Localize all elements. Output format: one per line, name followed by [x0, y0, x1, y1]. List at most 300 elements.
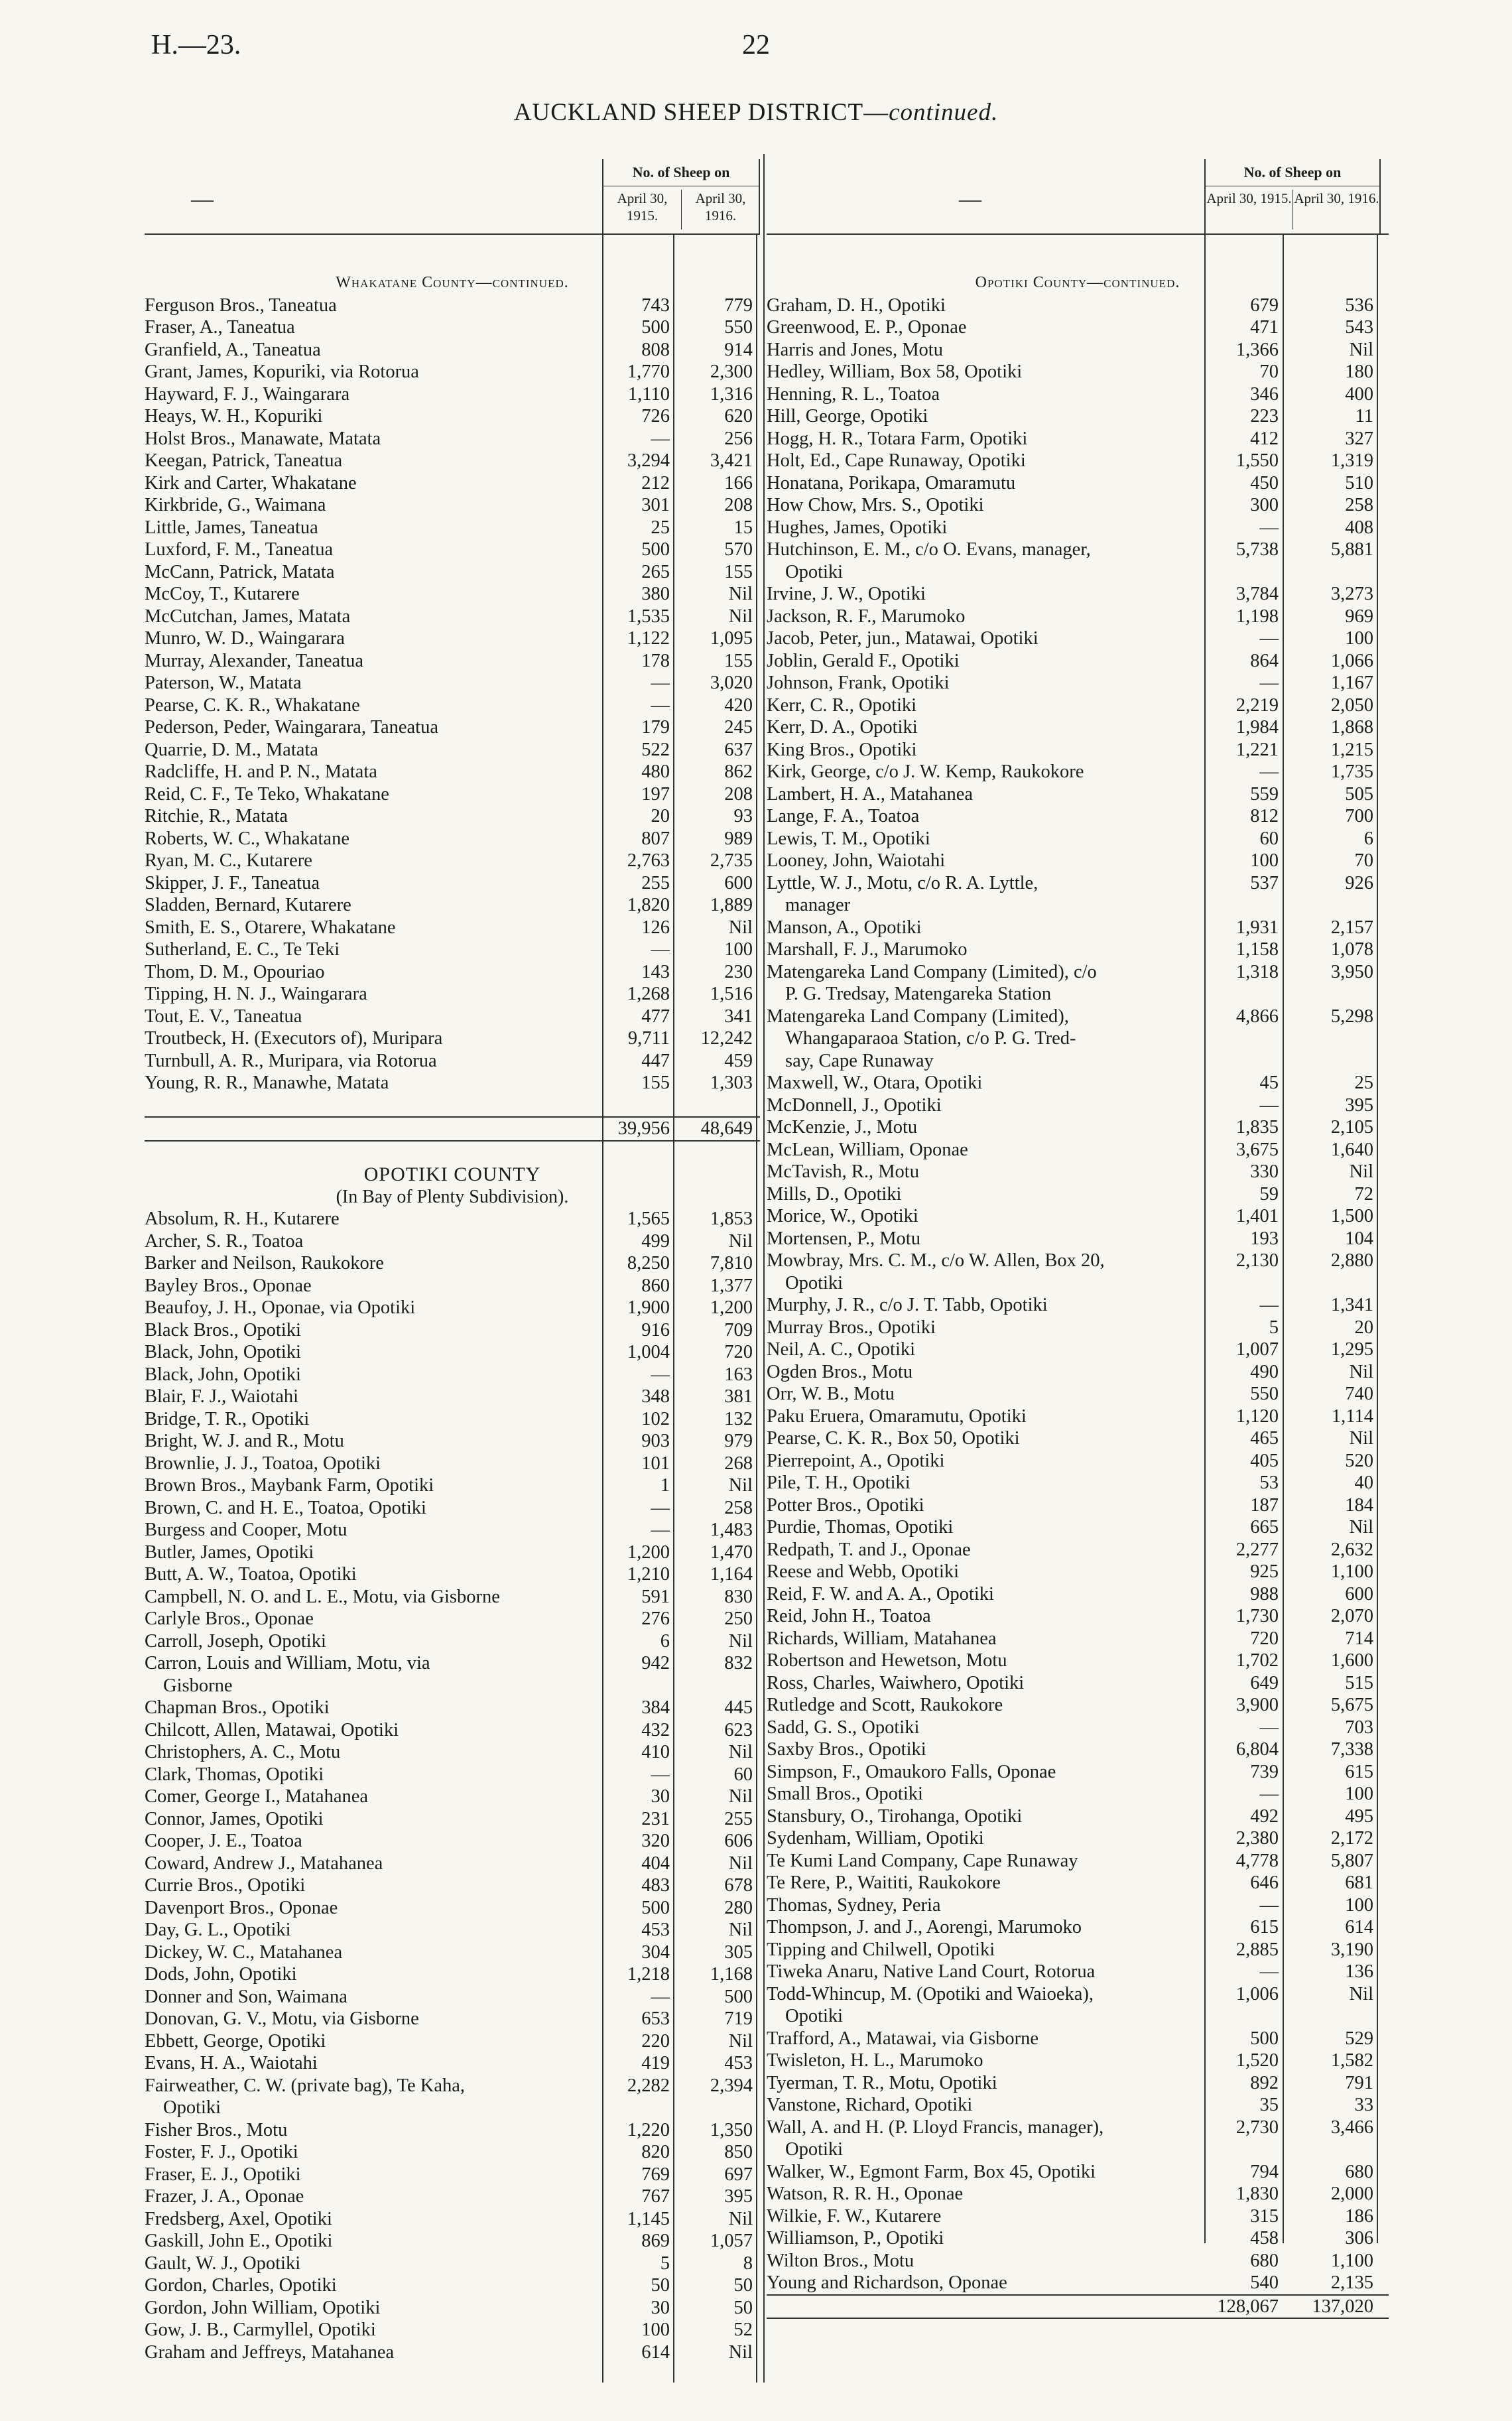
sheep-1915: 193 [1250, 1228, 1279, 1249]
holder-name: Pearse, C. K. R., Whakatane [145, 694, 360, 716]
sheep-1916: 230 [724, 961, 753, 982]
sheep-1916: 536 [1345, 294, 1373, 316]
table-row [767, 606, 1389, 628]
table-row [767, 2094, 1389, 2117]
table-row [767, 1494, 1389, 1517]
sheep-1916: 453 [724, 2053, 753, 2073]
sheep-1915: 30 [651, 1786, 670, 1807]
sheep-1916: 2,880 [1330, 1250, 1373, 1271]
table-row [767, 450, 1389, 472]
table-row [145, 2164, 760, 2186]
table-row [145, 1652, 760, 1675]
sheep-1916: 445 [724, 1697, 753, 1718]
table-row [767, 1805, 1389, 1828]
sheep-1916: 779 [724, 294, 753, 316]
table-row [145, 1986, 760, 2008]
table-row [767, 2272, 1389, 2294]
sheep-1916: 306 [1345, 2228, 1373, 2249]
table-row [767, 361, 1389, 383]
holder-name: Matengareka Land Company (Limited), [767, 1006, 1069, 1027]
sheep-1916: 155 [724, 561, 753, 582]
sheep-1915: 53 [1259, 1472, 1279, 1493]
table-row [145, 917, 760, 939]
sheep-1916: 400 [1345, 383, 1373, 405]
sheep-1915: 726 [641, 406, 670, 426]
holder-name: Kirk, George, c/o J. W. Kemp, Raukokore [767, 761, 1084, 782]
table-row [145, 1006, 760, 1028]
sheep-1915: 2,380 [1235, 1828, 1279, 1849]
sheep-1916: 570 [724, 539, 753, 560]
table-row [767, 1116, 1389, 1139]
holder-name: Richards, William, Matahanea [767, 1628, 997, 1649]
table-row [767, 2161, 1389, 2184]
holder-name: Trafford, A., Matawai, via Gisborne [767, 2028, 1039, 2049]
sheep-1915: 100 [1250, 850, 1279, 871]
holder-name: Sadd, G. S., Opotiki [767, 1717, 920, 1738]
sheep-1915: 720 [1250, 1628, 1279, 1649]
table-row [767, 1183, 1389, 1206]
spacer [145, 1094, 760, 1117]
table-row [145, 2008, 760, 2030]
sheep-1916: 623 [724, 1719, 753, 1740]
holder-name: Ferguson Bros., Taneatua [145, 294, 337, 316]
holder-name: Lyttle, W. J., Motu, c/o R. A. Lyttle, [767, 872, 1039, 893]
sheep-1915: 255 [641, 872, 670, 893]
holder-name: Looney, John, Waiotahi [767, 850, 946, 871]
table-row [767, 405, 1389, 428]
holder-name: Connor, James, Opotiki [145, 1808, 324, 1829]
sheep-1916: 2,070 [1330, 1606, 1373, 1626]
holder-name: Reid, F. W. and A. A., Opotiki [767, 1583, 994, 1604]
sheep-1915: 143 [641, 961, 670, 982]
table-row [767, 1561, 1389, 1583]
table-row [145, 2075, 760, 2097]
sheep-1915: 304 [641, 1941, 670, 1963]
sheep-1915: 178 [641, 650, 670, 671]
sheep-1915: 346 [1250, 383, 1279, 405]
table-row [767, 1050, 1389, 1073]
sheep-1916: 510 [1345, 472, 1373, 493]
table-row [145, 1341, 760, 1364]
sheep-1916: 1,853 [710, 1209, 753, 1229]
table-row [767, 472, 1389, 495]
holder-name: Luxford, F. M., Taneatua [145, 539, 334, 560]
holder-name: Brown, C. and H. E., Toatoa, Opotiki [145, 1497, 426, 1518]
sheep-1916: 50 [733, 2297, 753, 2318]
sheep-1916: 3,421 [710, 450, 753, 471]
holder-name: Thom, D. M., Opouriao [145, 961, 325, 982]
holder-name: Absolum, R. H., Kutarere [145, 1209, 340, 1229]
table-row [767, 294, 1389, 317]
sheep-1916: 614 [1345, 1917, 1373, 1937]
sheep-1915: 2,277 [1235, 1539, 1279, 1560]
sheep-1916: 700 [1345, 806, 1373, 826]
sheep-1915: 2,885 [1235, 1939, 1279, 1960]
sheep-1916: 1,215 [1330, 739, 1373, 760]
table-row [145, 1697, 760, 1719]
table-row [145, 1608, 760, 1630]
sheep-1915: 1,268 [627, 984, 670, 1004]
table-row [145, 1941, 760, 1964]
holder-name: Paterson, W., Matata [145, 673, 302, 693]
table-row [145, 1675, 760, 1697]
sheep-1916: 70 [1354, 850, 1373, 871]
sheep-1915: 492 [1250, 1805, 1279, 1827]
sheep-1915: 1,318 [1235, 961, 1279, 982]
table-row [145, 1874, 760, 1897]
sheep-1916: 1,868 [1330, 717, 1373, 738]
table-row [767, 1672, 1389, 1695]
sheep-1916: 850 [724, 2142, 753, 2162]
holder-name: Bright, W. J. and R., Motu [145, 1431, 344, 1451]
sheep-1915: 380 [641, 584, 670, 604]
table-row [145, 1497, 760, 1520]
holder-name: Purdie, Thomas, Opotiki [767, 1517, 954, 1538]
sheep-1915: 20 [651, 806, 670, 826]
sheep-1915: — [1259, 1094, 1279, 1116]
holder-name: Pierrepoint, A., Opotiki [767, 1450, 945, 1471]
header-dash: — [191, 187, 214, 212]
holder-name: Kirkbride, G., Waimana [145, 495, 326, 515]
holder-name: Ogden Bros., Motu [767, 1361, 913, 1382]
table-row [145, 1897, 760, 1920]
table-row [145, 2341, 760, 2364]
sheep-1915: 739 [1250, 1761, 1279, 1782]
sheep-count-caption: No. of Sheep on [603, 159, 759, 186]
holder-name: Hill, George, Opotiki [767, 406, 928, 426]
sheep-1916: 832 [724, 1653, 753, 1673]
right-table-header [767, 154, 1389, 235]
table-row [767, 1717, 1389, 1739]
table-row [767, 805, 1389, 828]
sheep-1916: 5,675 [1330, 1695, 1373, 1715]
sheep-1915: 500 [1250, 2028, 1279, 2049]
table-row [145, 650, 760, 673]
table-row [767, 850, 1389, 872]
holder-name: McDonnell, J., Opotiki [767, 1094, 942, 1116]
holder-name: Holt, Ed., Cape Runaway, Opotiki [767, 450, 1026, 471]
sheep-1916: 2,105 [1330, 1117, 1373, 1138]
table-row [145, 539, 760, 561]
table-row [767, 1228, 1389, 1250]
sheep-1916: 791 [1345, 2072, 1373, 2093]
sheep-1915: 537 [1250, 872, 1279, 893]
holder-name: How Chow, Mrs. S., Opotiki [767, 495, 984, 515]
table-row [145, 850, 760, 872]
table-row [145, 1786, 760, 1808]
sheep-1916: 1,640 [1330, 1139, 1373, 1160]
sheep-1916: 100 [1345, 1784, 1373, 1804]
holder-name: Tipping and Chilwell, Opotiki [767, 1939, 995, 1960]
sheep-1915: 155 [641, 1073, 670, 1093]
sheep-1916: 12,242 [700, 1028, 753, 1049]
table-row [145, 2297, 760, 2320]
sheep-1916: Nil [728, 2030, 753, 2052]
sheep-1915: 559 [1250, 783, 1279, 805]
table-row [767, 1628, 1389, 1650]
holder-name: Hughes, James, Opotiki [767, 517, 948, 538]
table-row [145, 739, 760, 761]
table-row [145, 2253, 760, 2275]
holder-name: Opotiki [785, 2139, 844, 2160]
sheep-1915: 265 [641, 561, 670, 582]
holder-name: Kirk and Carter, Whakatane [145, 472, 357, 493]
sheep-1916: Nil [728, 1920, 753, 1940]
sheep-1915: 2,282 [627, 2075, 670, 2096]
holder-name: Foster, F. J., Opotiki [145, 2142, 298, 2162]
sheep-1915: 320 [641, 1831, 670, 1851]
table-row [767, 1161, 1389, 1183]
sheep-1916: 1,319 [1330, 450, 1373, 471]
sheep-1916: 1,168 [710, 1964, 753, 1985]
holder-name: Skipper, J. F., Taneatua [145, 872, 320, 893]
table-row [145, 783, 760, 806]
sheep-1915: 187 [1250, 1494, 1279, 1516]
holder-name: Fraser, E. J., Opotiki [145, 2164, 301, 2185]
sheep-1916: 1,470 [710, 1541, 753, 1563]
sheep-1915: 1,550 [1235, 450, 1279, 471]
spacer [145, 1142, 760, 1164]
table-row [767, 1939, 1389, 1961]
table-row [145, 1027, 760, 1050]
sheep-1916: 395 [1345, 1094, 1373, 1116]
sheep-1916: 250 [724, 1608, 753, 1629]
col-1915-header: April 30, 1915. [617, 190, 668, 224]
holder-name: Holst Bros., Manawate, Matata [145, 428, 381, 449]
sheep-1915: — [1259, 517, 1279, 538]
holder-name: Chilcott, Allen, Matawai, Opotiki [145, 1719, 399, 1740]
sheep-1915: 680 [1250, 2250, 1279, 2271]
table-row [767, 1027, 1389, 1050]
holder-name: Reid, John H., Toatoa [767, 1606, 931, 1626]
table-row [767, 2138, 1389, 2161]
table-row [145, 983, 760, 1006]
sheep-1915: 2,730 [1235, 2117, 1279, 2138]
sheep-1916: 258 [724, 1497, 753, 1518]
holder-name: Sladden, Bernard, Kutarere [145, 895, 351, 915]
table-row [767, 316, 1389, 339]
holder-name: Day, G. L., Opotiki [145, 1920, 291, 1940]
sheep-1916: 678 [724, 1875, 753, 1896]
holder-name: Turnbull, A. R., Muripara, via Rotorua [145, 1050, 437, 1071]
sheep-1916: Nil [1349, 1983, 1373, 2004]
sheep-1915: 3,900 [1235, 1695, 1279, 1715]
table-row [145, 294, 760, 317]
holder-name: Currie Bros., Opotiki [145, 1875, 306, 1896]
holder-name: Orr, W. B., Motu [767, 1384, 895, 1404]
table-row [767, 627, 1389, 650]
sheep-count-header [602, 159, 760, 233]
col-1915-header: April 30, 1915. [1206, 190, 1292, 206]
table-row [767, 1872, 1389, 1894]
sheep-1915: 477 [641, 1006, 670, 1027]
table-row [145, 872, 760, 895]
table-row [145, 1364, 760, 1386]
holder-name: Fraser, A., Taneatua [145, 317, 295, 338]
holder-name: Black, John, Opotiki [145, 1364, 301, 1385]
sheep-1915: 490 [1250, 1361, 1279, 1382]
holder-name: Campbell, N. O. and L. E., Motu, via Gisborne [145, 1586, 500, 1607]
holder-name: Tipping, H. N. J., Waingarara [145, 984, 367, 1004]
holder-name: Honatana, Porikapa, Omaramutu [767, 472, 1016, 493]
holder-name: Te Kumi Land Company, Cape Runaway [767, 1850, 1078, 1871]
sheep-1915: 471 [1250, 317, 1279, 338]
sheep-1915: 807 [641, 828, 670, 849]
sheep-1916: 132 [724, 1408, 753, 1429]
sheep-1915: 767 [641, 2186, 670, 2207]
table-row [145, 961, 760, 984]
sheep-1915: 869 [641, 2231, 670, 2251]
table-row [767, 1317, 1389, 1339]
holder-name: Tout, E. V., Taneatua [145, 1006, 302, 1027]
sheep-1916: 6 [1363, 828, 1373, 849]
sheep-1915: 50 [651, 2275, 670, 2296]
table-row [145, 606, 760, 628]
sheep-1916: 305 [724, 1941, 753, 1963]
sheep-1915: 30 [651, 2297, 670, 2318]
sheep-1916: 1,582 [1330, 2050, 1373, 2071]
sheep-1916: 500 [724, 1986, 753, 2007]
sheep-1916: 11 [1355, 406, 1373, 426]
table-row [145, 1408, 760, 1431]
holder-name: Carlyle Bros., Oponae [145, 1608, 314, 1629]
sheep-1915: 892 [1250, 2072, 1279, 2093]
sheep-1916: 208 [724, 783, 753, 805]
sheep-1915: 432 [641, 1719, 670, 1740]
sheep-1916: Nil [1349, 1361, 1373, 1382]
table-row [767, 1205, 1389, 1228]
table-row [145, 405, 760, 428]
table-row [767, 2005, 1389, 2028]
sheep-1915: 179 [641, 717, 670, 738]
holder-name: Little, James, Taneatua [145, 517, 318, 538]
holder-name: Henning, R. L., Toatoa [767, 383, 940, 405]
table-row [767, 2117, 1389, 2139]
table-row [145, 694, 760, 717]
sheep-1915: 5,738 [1235, 539, 1279, 560]
sheep-1915: — [1259, 628, 1279, 649]
table-row [767, 2072, 1389, 2095]
table-row [767, 1761, 1389, 1784]
sheep-1915: 6,804 [1235, 1739, 1279, 1760]
holder-name: Simpson, F., Omaukoro Falls, Oponae [767, 1761, 1056, 1782]
holder-name: Twisleton, H. L., Marumoko [767, 2050, 983, 2071]
table-row [145, 383, 760, 406]
holder-name: Davenport Bros., Oponae [145, 1897, 338, 1918]
col-1916-header: April 30, 1916. [1292, 190, 1380, 229]
sheep-1915: 100 [641, 2320, 670, 2340]
sheep-1915: 1,004 [627, 1342, 670, 1362]
holder-name: Hogg, H. R., Totara Farm, Opotiki [767, 428, 1028, 449]
holder-name: Rutledge and Scott, Raukokore [767, 1695, 1003, 1715]
sheep-1915: 4,778 [1235, 1850, 1279, 1871]
sheep-1915: 1,220 [627, 2119, 670, 2140]
table-row [767, 561, 1389, 584]
sheep-1916: 714 [1345, 1628, 1373, 1649]
holder-name: Beaufoy, J. H., Oponae, via Opotiki [145, 1297, 416, 1318]
table-row [767, 1427, 1389, 1450]
total-row [767, 2294, 1389, 2320]
sheep-1915: 860 [641, 1275, 670, 1296]
sheep-1915: 499 [641, 1230, 670, 1252]
sheep-1915: — [1259, 761, 1279, 782]
sheep-1915: 649 [1250, 1672, 1279, 1693]
holder-name: Ross, Charles, Waiwhero, Opotiki [767, 1672, 1025, 1693]
holder-name: Te Rere, P., Waititi, Raukokore [767, 1872, 1001, 1893]
table-row [767, 694, 1389, 717]
sheep-1916: Nil [728, 1475, 753, 1496]
total-row [145, 1116, 760, 1142]
sheep-1916: 3,950 [1330, 961, 1373, 982]
table-row [767, 583, 1389, 606]
holder-name: Redpath, T. and J., Oponae [767, 1539, 971, 1560]
holder-name: Morice, W., Opotiki [767, 1206, 918, 1226]
holder-name: Mortensen, P., Motu [767, 1228, 920, 1249]
sheep-1915: 5 [1269, 1317, 1279, 1338]
sheep-1916: Nil [728, 1786, 753, 1807]
holder-name: McKenzie, J., Motu [767, 1117, 918, 1138]
holder-name: Evans, H. A., Waiotahi [145, 2053, 318, 2073]
sheep-1915: 665 [1250, 1517, 1279, 1538]
sheep-1916: 1,500 [1330, 1206, 1373, 1226]
county-subheading: (In Bay of Plenty Subdivision). [336, 1186, 569, 1207]
sheep-1915: — [651, 428, 670, 449]
sheep-1915: — [651, 1520, 670, 1540]
sheep-1916: 2,000 [1330, 2184, 1373, 2204]
table-row [767, 1516, 1389, 1539]
table-row [145, 428, 760, 450]
sheep-1916: Nil [1349, 1517, 1373, 1538]
sheep-1915: 3,294 [627, 450, 670, 471]
sheep-1915: 301 [641, 495, 670, 515]
sheep-1915: 864 [1250, 650, 1279, 671]
sheep-1916: 3,020 [710, 673, 753, 693]
holder-name: Bridge, T. R., Opotiki [145, 1408, 310, 1429]
sheep-1916: 2,394 [710, 2075, 753, 2096]
sheep-1916: 1,316 [710, 383, 753, 405]
holder-name: Johnson, Frank, Opotiki [767, 673, 950, 693]
sheep-1916: 104 [1345, 1228, 1373, 1249]
holder-name: Mills, D., Opotiki [767, 1183, 902, 1205]
holder-name: Smith, E. S., Otarere, Whakatane [145, 917, 396, 938]
sheep-1915: 769 [641, 2164, 670, 2185]
sheep-count-header [1204, 159, 1381, 233]
sheep-1916: 719 [724, 2008, 753, 2029]
sheep-1916: Nil [728, 1742, 753, 1762]
table-row [767, 1694, 1389, 1717]
sheep-1916: 550 [724, 317, 753, 338]
sheep-1916: 1,350 [710, 2119, 753, 2140]
holder-name: manager [785, 895, 851, 915]
sheep-1916: 7,338 [1330, 1739, 1373, 1760]
holder-name: McCutchan, James, Matata [145, 606, 351, 627]
sheep-1915: 60 [1259, 828, 1279, 849]
sheep-1915: 646 [1250, 1872, 1279, 1893]
sheep-1915: 480 [641, 761, 670, 782]
title-continued: continued. [889, 99, 999, 126]
sheep-1916: 40 [1354, 1472, 1373, 1493]
holder-name: Ryan, M. C., Kutarere [145, 850, 312, 871]
sheep-1915: — [1259, 673, 1279, 693]
sheep-1915: 1 [660, 1475, 670, 1496]
holder-name: Todd-Whincup, M. (Opotiki and Waioeka), [767, 1983, 1094, 2004]
sheep-1916: 2,632 [1330, 1539, 1373, 1560]
holder-name: Wilton Bros., Motu [767, 2250, 914, 2271]
sheep-1916: 1,735 [1330, 761, 1373, 782]
table-row [145, 672, 760, 694]
table-row [767, 1783, 1389, 1805]
sheep-1915: — [1259, 1894, 1279, 1916]
